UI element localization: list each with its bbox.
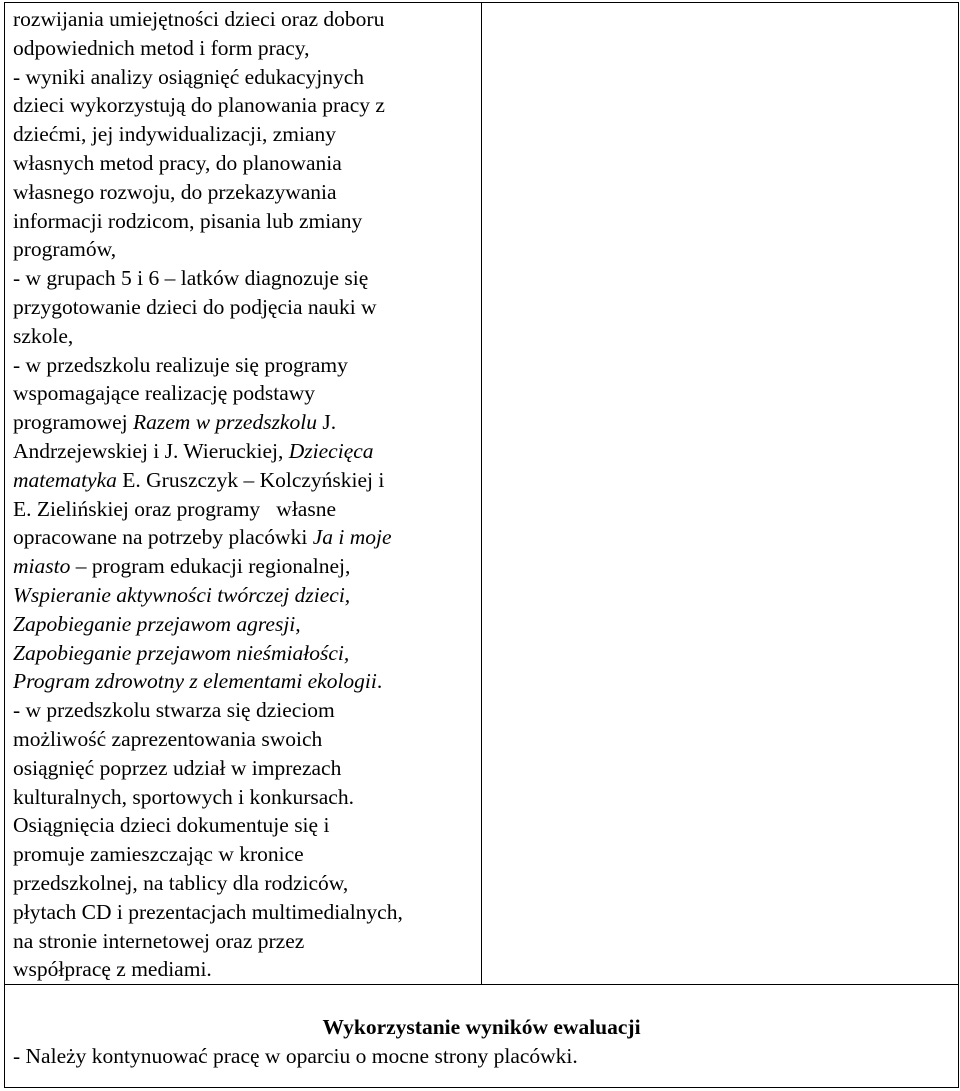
text-line: rozwijania umiejętności dzieci oraz doboru: [13, 7, 385, 31]
text-line: przedszkolnej, na tablicy dla rodziców,: [13, 870, 349, 895]
table-row: [5, 985, 959, 1088]
text-line: dziećmi, jej indywidualizacji, zmiany: [13, 122, 336, 147]
program-title-dziecieca: Dziecięca: [288, 438, 374, 463]
program-title-ja-i-moje: Ja i moje: [312, 525, 392, 550]
text-line: informacji rodzicom, pisania lub zmiany: [13, 208, 363, 233]
text-line: kulturalnych, sportowych i konkursach.: [13, 784, 354, 809]
text-fragment: J.: [316, 410, 337, 435]
text-line: - wyniki analizy osiągnięć edukacyjnych: [13, 64, 365, 89]
text-line: możliwość zaprezentowania swoich: [13, 726, 323, 751]
text-fragment: programowej: [13, 410, 134, 435]
evaluation-cell: [5, 985, 959, 1088]
text-line: E. Zielińskiej oraz programy własne: [13, 496, 336, 521]
program-title-miasto: miasto: [13, 554, 71, 579]
text-line: [13, 552, 475, 581]
program-title-line: Zapobieganie przejawom agresji,: [13, 611, 301, 636]
text-line: [13, 437, 475, 466]
text-fragment: Andrzejewskiej i J. Wieruckiej,: [13, 438, 289, 463]
document-page: [4, 2, 956, 1088]
text-line: Osiągnięcia dzieci dokumentuje się i: [13, 813, 330, 838]
program-title-line: Zapobieganie przejawom nieśmiałości,: [13, 640, 350, 665]
left-cell-text: [5, 3, 481, 984]
program-title-razem: Razem w przedszkolu: [133, 410, 317, 435]
text-line: [13, 408, 475, 437]
text-line: szkole,: [13, 323, 74, 348]
text-line: wspomagające realizację podstawy: [13, 381, 316, 406]
text-line: własnych metod pracy, do planowania: [13, 150, 342, 175]
text-line: promuje zamieszczając w kronice: [13, 842, 304, 867]
text-line: współpracę z mediami.: [13, 957, 212, 982]
text-line: płytach CD i prezentacjach multimedialnych,: [13, 899, 403, 924]
evaluation-text: - Należy kontynuować pracę w oparciu o mocne strony placówki.: [13, 1044, 578, 1069]
left-text-cell: [5, 3, 482, 985]
text-fragment: .: [376, 669, 383, 694]
program-title-line: Wspieranie aktywności twórczej dzieci,: [13, 582, 351, 607]
evaluation-heading: Wykorzystanie wyników ewaluacji: [322, 1015, 641, 1040]
text-line: programów,: [13, 237, 117, 262]
text-line: dzieci wykorzystują do planowania pracy z: [13, 93, 385, 118]
text-line: przygotowanie dzieci do podjęcia nauki w: [13, 294, 377, 319]
text-line: na stronie internetowej oraz przez: [13, 928, 305, 953]
text-line: odpowiednich metod i form pracy,: [13, 35, 310, 60]
text-line: własnego rozwoju, do przekazywania: [13, 179, 337, 204]
text-line: [13, 523, 475, 552]
program-title-matematyka: matematyka: [13, 467, 117, 492]
text-line: - w grupach 5 i 6 – latków diagnozuje się: [13, 266, 369, 291]
text-line: [13, 466, 475, 495]
text-line: - w przedszkolu stwarza się dzieciom: [13, 698, 335, 723]
content-table: [4, 2, 959, 1088]
evaluation-block: [5, 985, 958, 1071]
text-line: - w przedszkolu realizuje się programy: [13, 352, 348, 377]
text-line: osiągnięć poprzez udział w imprezach: [13, 755, 342, 780]
text-fragment: – program edukacji regionalnej,: [70, 554, 351, 579]
program-title-zdrowotny: Program zdrowotny z elementami ekologii: [13, 669, 377, 694]
text-fragment: opracowane na potrzeby placówki: [13, 525, 313, 550]
text-fragment: E. Gruszczyk – Kolczyńskiej i: [116, 467, 385, 492]
text-line: [13, 667, 475, 696]
table-row: [5, 3, 959, 985]
right-empty-cell: [482, 3, 959, 985]
